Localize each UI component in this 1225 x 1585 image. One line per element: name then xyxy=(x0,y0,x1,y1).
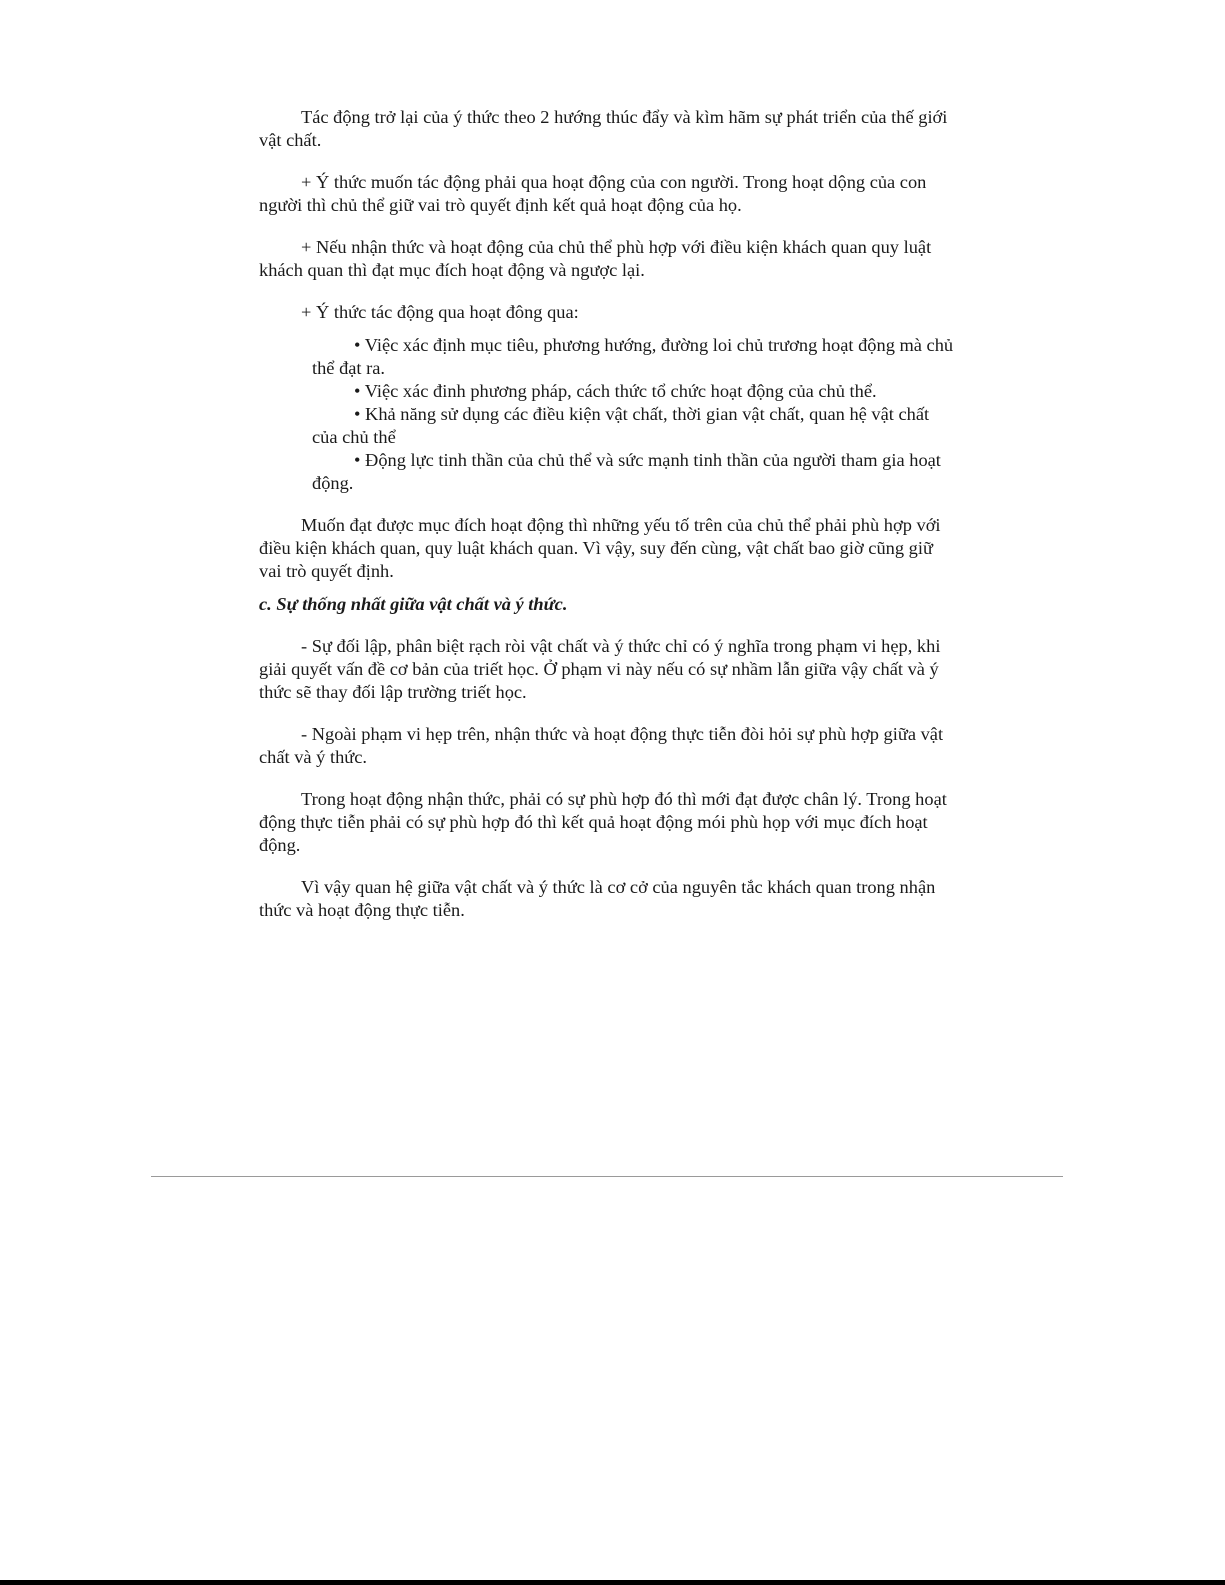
paragraph-cognitive-activity: Trong hoạt động nhận thức, phải có sự phù hợp đó thì mới đạt được chân lý. Trong hoạt động thực tiễn phải có sự phù hợp đó thì kết quả hoạt động mói phù họp với mục đích hoạt động. xyxy=(259,789,947,855)
paragraph-opposition-distinction: - Sự đối lập, phân biệt rạch ròi vật chất và ý thức chỉ có ý nghĩa trong phạm vi hẹp, khi giải quyết vấn đề cơ bản của triết học. Ở phạm vi này nếu có sự nhầm lẫn giữa vậy chất và ý thức sẽ thay đối lập trường triết học. xyxy=(259,636,941,702)
page-bottom-edge xyxy=(0,1580,1225,1585)
bullet-item-goals: • Việc xác định mục tiêu, phương hướng, đường loi chủ trương hoạt động mà chủ thể đạt ra. xyxy=(312,335,954,378)
bullet-item-methods: • Việc xác đinh phương pháp, cách thức tổ chức hoạt động của chủ thể. xyxy=(354,381,877,401)
paragraph-consciousness-acts-via: + Ý thức tác động qua hoạt đông qua: xyxy=(301,302,579,322)
paragraph-consciousness-through-activity: + Ý thức muốn tác động phải qua hoạt động của con người. Trong hoạt dộng của con người thì chủ thể giữ vai trò quyết định kết quả hoạt động của họ. xyxy=(259,172,927,215)
paragraph-consciousness-feedback: Tác động trở lại của ý thức theo 2 hướng thúc đẩy và kìm hãm sự phát triển của thế giới vật chất. xyxy=(259,107,948,150)
bullet-item-spiritual-motivation: • Động lực tinh thần của chủ thể và sức mạnh tinh thần của người tham gia hoạt động. xyxy=(312,450,941,493)
paragraph-cognition-matches-conditions: + Nếu nhận thức và hoạt động của chủ thể phù hợp với điều kiện khách quan quy luật khách quan thì đạt mục đích hoạt động và ngược lại. xyxy=(259,237,932,280)
bullet-list xyxy=(312,334,959,495)
footer-divider xyxy=(151,1176,1063,1177)
document-body xyxy=(259,106,959,941)
paragraph-achieving-purpose: Muốn đạt được mục đích hoạt động thì những yếu tố trên của chủ thể phải phù hợp với điều kiện khách quan, quy luật khách quan. Vì vậy, suy đến cùng, vật chất bao giờ cũng giữ vai trò quyết định. xyxy=(259,515,941,581)
section-heading: c. Sự thống nhất giữa vật chất và ý thức. xyxy=(259,594,568,614)
bullet-item-material-conditions: • Khả năng sử dụng các điều kiện vật chất, thời gian vật chất, quan hệ vật chất của chủ thể xyxy=(312,404,930,447)
paragraph-beyond-narrow-scope: - Ngoài phạm vi hẹp trên, nhận thức và hoạt động thực tiễn đòi hỏi sự phù hợp giữa vật chất và ý thức. xyxy=(259,724,944,767)
paragraph-objective-principle: Vì vậy quan hệ giữa vật chất và ý thức là cơ cở của nguyên tắc khách quan trong nhận thức và hoạt động thực tiễn. xyxy=(259,877,936,920)
